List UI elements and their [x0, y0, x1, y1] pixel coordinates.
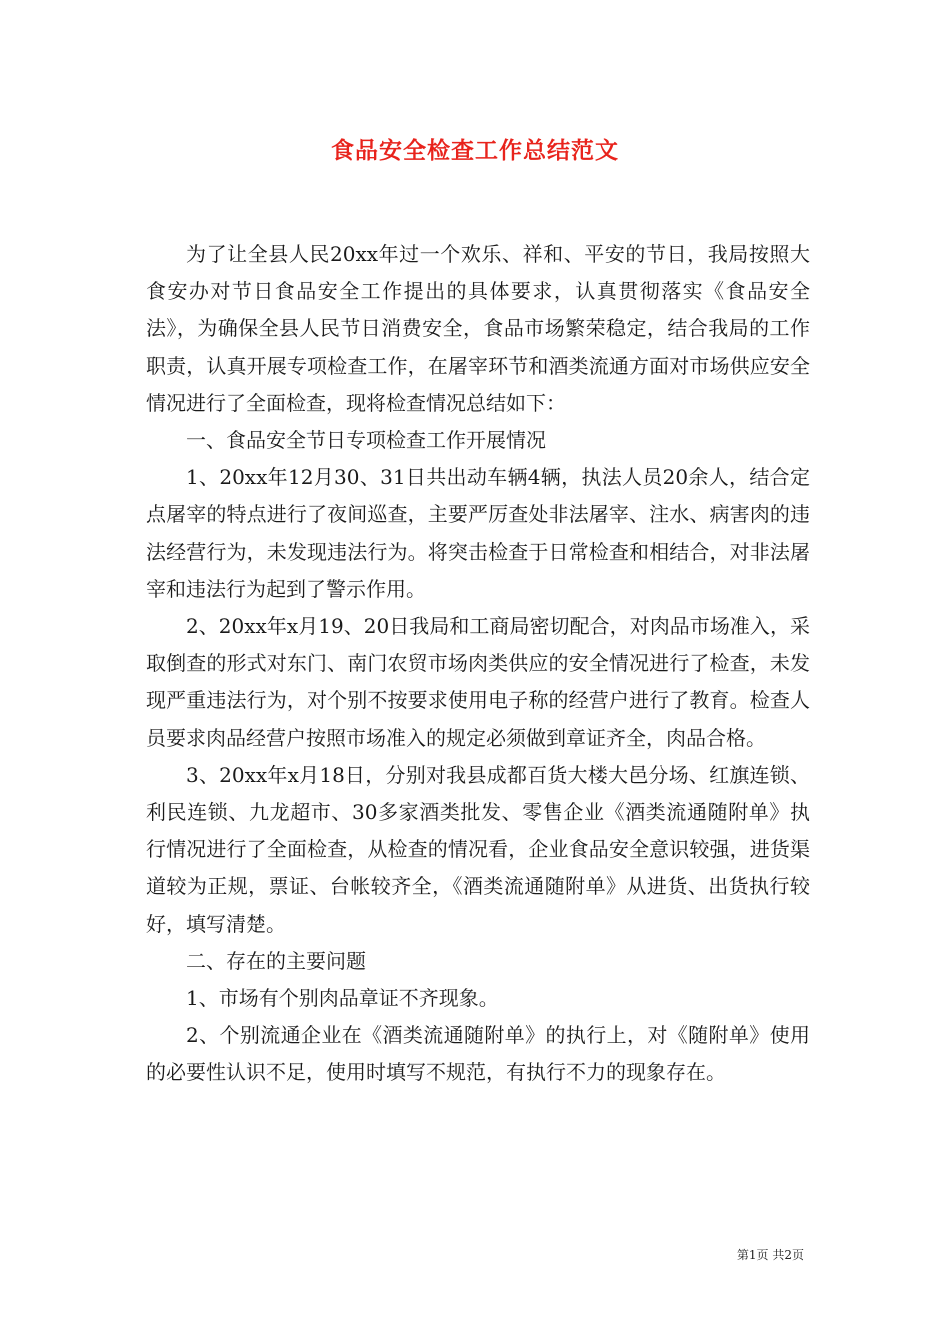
paragraph-item-1-3: 3、20xx年x月18日，分别对我县成都百货大楼大邑分场、红旗连锁、利民连锁、九龙超市、30多家酒类批发、零售企业《酒类流通随附单》执行情况进行了全面检查，从检查的情况看，企业食品安全意识较强，进货渠道较为正规，票证、台帐较齐全，《酒类流通随附单》从进货、出货执行较好，填写清楚。: [146, 762, 810, 936]
paragraph-intro: 为了让全县人民20xx年过一个欢乐、祥和、平安的节日，我局按照大食安办对节日食品安全工作提出的具体要求，认真贯彻落实《食品安全法》，为确保全县人民节日消费安全，食品市场繁荣稳定，结合我局的工作职责，认真开展专项检查工作，在屠宰环节和酒类流通方面对市场供应安全情况进行了全面检查，现将检查情况总结如下：: [146, 242, 810, 415]
paragraph-item-1-1: 1、20xx年12月30、31日共出动车辆4辆，执法人员20余人，结合定点屠宰的特点进行了夜间巡查，主要严厉查处非法屠宰、注水、病害肉的违法经营行为，未发现违法行为。将突击检查于日常检查和相结合，对非法屠宰和违法行为起到了警示作用。: [146, 465, 810, 601]
paragraph-item-2-1: 1、市场有个别肉品章证不齐现象。: [186, 986, 499, 1011]
paragraph-item-2-2: 2、个别流通企业在《酒类流通随附单》的执行上，对《随附单》使用的必要性认识不足，使用时填写不规范，有执行不力的现象存在。: [146, 1023, 810, 1085]
document-title: 食品安全检查工作总结范文: [331, 137, 619, 164]
section-heading-1: 一、食品安全节日专项检查工作开展情况: [186, 428, 546, 453]
page-footer: 第1页 共2页: [736, 1248, 804, 1262]
section-heading-2: 二、存在的主要问题: [186, 948, 366, 973]
document-body: [146, 236, 810, 1092]
paragraph-item-1-2: 2、20xx年x月19、20日我局和工商局密切配合，对肉品市场准入，采取倒查的形式对东门、南门农贸市场肉类供应的安全情况进行了检查，未发现严重违法行为，对个别不按要求使用电子称的经营户进行了教育。检查人员要求肉品经营户按照市场准入的规定必须做到章证齐全，肉品合格。: [146, 614, 810, 750]
